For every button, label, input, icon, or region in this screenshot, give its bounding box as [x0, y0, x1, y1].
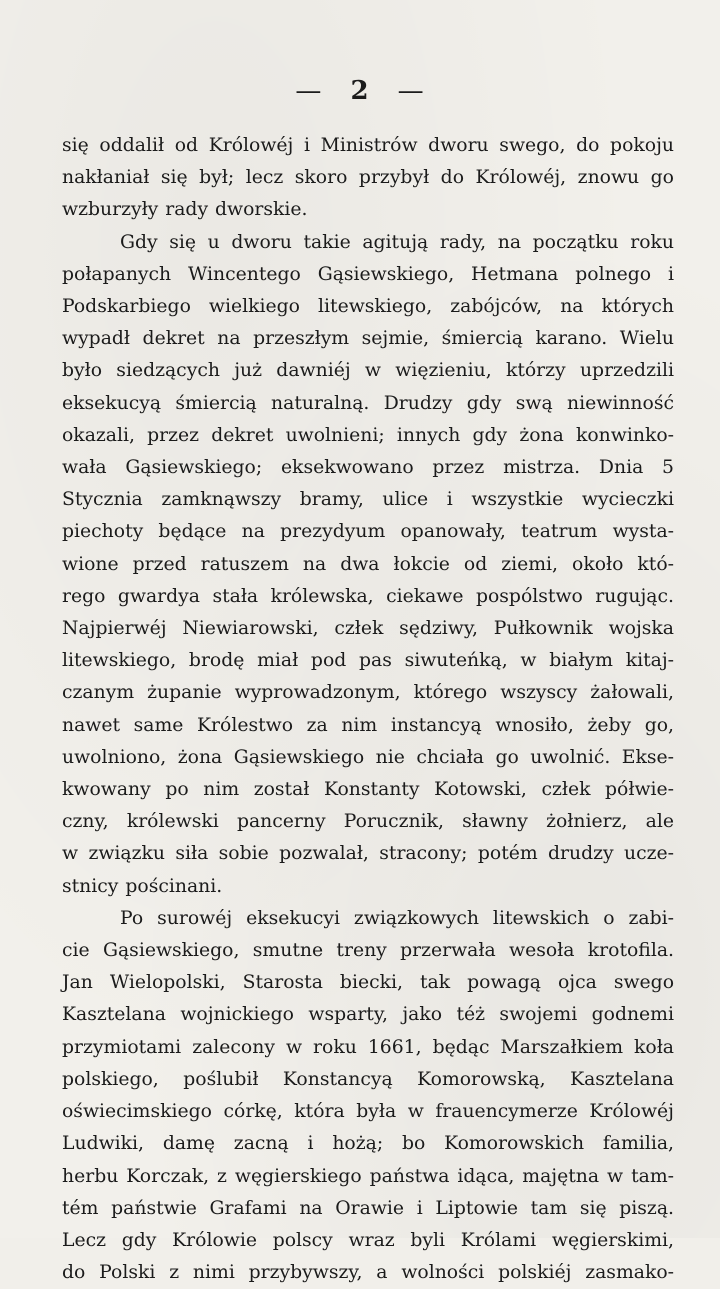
- text-line: czanym żupanie wyprowadzonym, którego wszyscy żałowali,: [62, 682, 674, 704]
- page-header: [0, 76, 720, 106]
- text-line: nawet same Królestwo za nim instancyą wnosiło, żeby go,: [62, 714, 674, 736]
- text-line: Lecz gdy Królowie polscy wraz byli Królami węgierskimi,: [62, 1229, 674, 1251]
- text-line: cie Gąsiewskiego, smutne treny przerwała wesoła krotofila.: [62, 940, 674, 962]
- body-text: [62, 130, 674, 1289]
- text-line: Gdy się u dworu takie agitują rady, na początku roku: [120, 231, 674, 253]
- text-line: Najpierwéj Niewiarowski, człek sędziwy, Pułkownik wojska: [62, 618, 674, 640]
- text-line: eksekucyą śmiercią naturalną. Drudzy gdy swą niewinność: [62, 392, 674, 414]
- header-dash-left: —: [295, 76, 323, 106]
- text-line: w związku siła sobie pozwalał, stracony; potém drudzy ucze-: [62, 843, 674, 865]
- text-line: było siedzących już dawniéj w więzieniu, którzy uprzedzili: [62, 360, 674, 382]
- text-line: tém państwie Grafami na Orawie i Liptowie tam się piszą.: [62, 1197, 674, 1219]
- paragraph: [62, 130, 674, 227]
- paragraph: [62, 903, 674, 1289]
- text-line: oświecimskiego córkę, która była w frauencymerze Królowéj: [62, 1101, 674, 1123]
- text-line: Podskarbiego wielkiego litewskiego, zabójców, na których: [62, 296, 674, 318]
- text-line: stnicy pościnani.: [62, 875, 223, 897]
- text-line: wzburzyły rady dworskie.: [62, 199, 308, 221]
- text-line: kwowany po nim został Konstanty Kotowski, człek półwie-: [62, 779, 674, 801]
- text-line: piechoty będące na prezydyum opanowały, teatrum wysta-: [62, 521, 674, 543]
- text-line: czny, królewski pancerny Porucznik, sławny żołnierz, ale: [62, 811, 674, 833]
- text-line: wypadł dekret na przeszłym sejmie, śmiercią karano. Wielu: [62, 328, 674, 350]
- text-line: przymiotami zalecony w roku 1661, będąc Marszałkiem koła: [62, 1036, 674, 1058]
- text-line: nakłaniał się był; lecz skoro przybył do Królowéj, znowu go: [62, 167, 674, 189]
- text-line: rego gwardya stała królewska, ciekawe pospólstwo rugując.: [62, 585, 674, 607]
- text-line: wała Gąsiewskiego; eksekwowano przez mistrza. Dnia 5: [62, 457, 674, 479]
- text-line: do Polski z nimi przybywszy, a wolności polskiéj zasmako-: [62, 1262, 674, 1284]
- text-line: połapanych Wincentego Gąsiewskiego, Hetmana polnego i: [62, 263, 674, 285]
- text-line: Po surowéj eksekucyi związkowych litewskich o zabi-: [120, 907, 674, 929]
- text-line: Jan Wielopolski, Starosta biecki, tak powagą ojca swego: [62, 972, 674, 994]
- text-line: wione przed ratuszem na dwa łokcie od ziemi, około któ-: [62, 553, 674, 575]
- paragraph: [62, 227, 674, 903]
- text-line: Ludwiki, damę zacną i hożą; bo Komorowskich familia,: [62, 1133, 674, 1155]
- text-line: Kasztelana wojnickiego wsparty, jako téż swojemi godnemi: [62, 1004, 674, 1026]
- page-number: 2: [350, 76, 370, 106]
- header-dash-right: —: [397, 76, 425, 106]
- text-line: Stycznia zamknąwszy bramy, ulice i wszystkie wycieczki: [62, 489, 674, 511]
- text-line: herbu Korczak, z węgierskiego państwa idąca, majętna w tam-: [62, 1165, 674, 1187]
- text-line: się oddalił od Królowéj i Ministrów dworu swego, do pokoju: [62, 135, 674, 156]
- text-line: polskiego, poślubił Konstancyą Komorowską, Kasztelana: [62, 1068, 674, 1090]
- text-line: okazali, przez dekret uwolnieni; innych gdy żona konwinko-: [62, 424, 674, 446]
- text-line: litewskiego, brodę miał pod pas siwuteńką, w białym kitaj-: [62, 650, 674, 672]
- text-line: uwolniono, żona Gąsiewskiego nie chciała go uwolnić. Ekse-: [62, 746, 674, 768]
